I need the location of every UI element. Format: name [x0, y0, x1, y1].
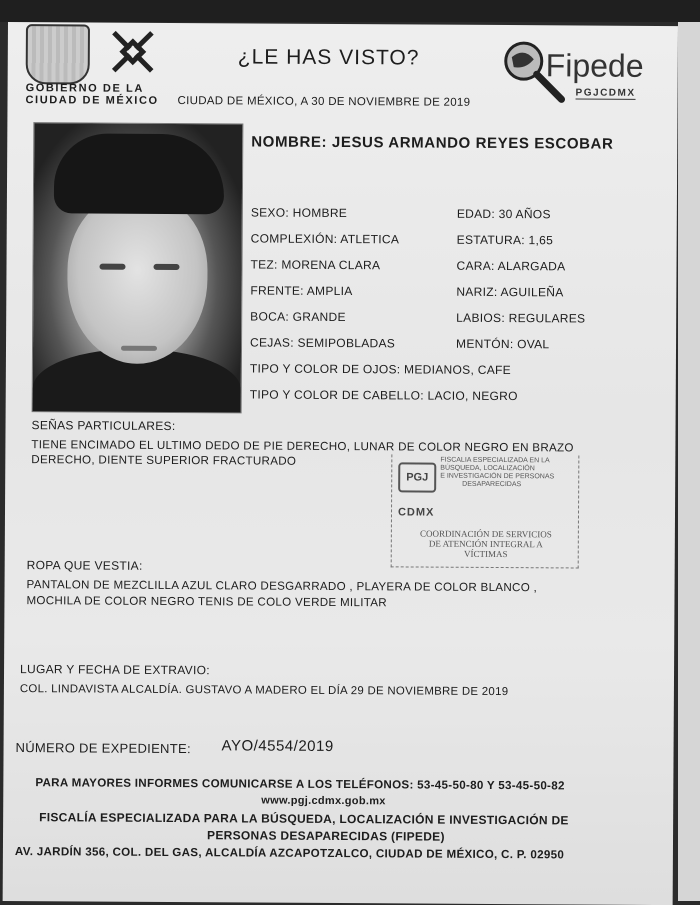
missing-person-flyer: [3, 22, 678, 905]
gov-line-2: CIUDAD DE MÉXICO: [25, 94, 159, 107]
cdmx-coat-of-arms-icon: [26, 24, 90, 84]
footer-web: www.pgj.cdmx.gob.mx: [261, 794, 386, 808]
cdmx-emblem-icon: [108, 27, 158, 77]
field-boca: BOCA: GRANDE: [250, 309, 346, 325]
paper-right-edge: [678, 22, 700, 901]
field-complexion: COMPLEXIÓN: ATLETICA: [250, 231, 400, 247]
ropa-line-2: MOCHILA DE COLOR NEGRO TENIS DE COLO VERDE MILITAR: [26, 594, 388, 610]
fipede-logo: [501, 35, 651, 116]
dateline: CIUDAD DE MÉXICO, A 30 DE NOVIEMBRE DE 2019: [177, 95, 471, 109]
gov-line-1: GOBIERNO DE LA: [25, 82, 144, 95]
stamp-coord-2: DE ATENCIÓN INTEGRAL A: [428, 538, 543, 550]
stamp-line-2: BÚSQUEDA, LOCALIZACIÓN: [440, 464, 535, 473]
field-frente: FRENTE: AMPLIA: [250, 283, 353, 299]
flyer-title: ¿LE HAS VISTO?: [237, 45, 420, 70]
expediente-value: AYO/4554/2019: [221, 737, 334, 756]
lugar-label: LUGAR Y FECHA DE EXTRAVIO:: [20, 662, 210, 678]
field-edad: EDAD: 30 AÑOS: [456, 206, 551, 222]
stamp-line-4: DESAPARECIDAS: [462, 480, 522, 489]
footer-address: AV. JARDÍN 356, COL. DEL GAS, ALCALDÍA AZCAPOTZALCO, CIUDAD DE MÉXICO, C. P. 02950: [14, 845, 565, 862]
fipede-subtext: PGJCDMX: [575, 87, 636, 99]
photo-mouth: [121, 346, 157, 351]
name-label: NOMBRE:: [251, 133, 328, 151]
name-value: JESUS ARMANDO REYES ESCOBAR: [331, 133, 614, 153]
senas-line-2: DERECHO, DIENTE SUPERIOR FRACTURADO: [31, 453, 297, 468]
field-nariz: NARIZ: AGUILEÑA: [456, 284, 564, 300]
field-ojos: TIPO Y COLOR DE OJOS: MEDIANOS, CAFE: [249, 361, 512, 378]
photo-hair: [54, 133, 224, 214]
photo-eye-right: [153, 264, 179, 270]
missing-person-photo: [32, 122, 244, 413]
senas-line-1: TIENE ENCIMADO EL ULTIMO DEDO DE PIE DERECHO, LUNAR DE COLOR NEGRO EN BRAZO: [31, 438, 574, 455]
field-cara: CARA: ALARGADA: [456, 258, 566, 274]
field-sexo: SEXO: HOMBRE: [250, 205, 348, 221]
lugar-value: COL. LINDAVISTA ALCALDÍA. GUSTAVO A MADERO EL DÍA 29 DE NOVIEMBRE DE 2019: [19, 683, 509, 699]
field-estatura: ESTATURA: 1,65: [456, 232, 554, 248]
stamp-line-3: E INVESTIGACIÓN DE PERSONAS: [440, 472, 555, 481]
photo-eye-left: [99, 264, 125, 270]
field-cabello: TIPO Y COLOR DE CABELLO: LACIO, NEGRO: [249, 387, 518, 404]
stamp-line-1: FISCALIA ESPECIALIZADA EN LA: [440, 456, 550, 465]
field-tez: TEZ: MORENA CLARA: [250, 257, 381, 273]
footer-fiscalia-2: PERSONAS DESAPARECIDAS (FIPEDE): [206, 828, 445, 844]
gov-logo-text: [25, 82, 158, 107]
field-labios: LABIOS: REGULARES: [456, 310, 586, 326]
footer-phones: PARA MAYORES INFORMES COMUNICARSE A LOS TELÉFONOS: 53-45-50-80 Y 53-45-50-82: [35, 776, 565, 793]
expediente-label: NÚMERO DE EXPEDIENTE:: [15, 740, 191, 757]
ropa-line-1: PANTALON DE MEZCLILLA AZUL CLARO DESGARRADO , PLAYERA DE COLOR BLANCO ,: [26, 578, 538, 595]
stamp-coord-3: VÍCTIMAS: [463, 548, 508, 560]
photo-face: [67, 193, 208, 364]
fipede-brand: Fipede: [545, 47, 644, 84]
footer-fiscalia-1: FISCALÍA ESPECIALIZADA PARA LA BÚSQUEDA, LOCALIZACIÓN E INVESTIGACIÓN DE: [39, 810, 569, 828]
stamp-coord-1: COORDINACIÓN DE SERVICIOS: [419, 528, 552, 540]
senas-label: SEÑAS PARTICULARES:: [31, 418, 176, 434]
ropa-label: ROPA QUE VESTIA:: [26, 558, 143, 573]
field-menton: MENTÓN: OVAL: [456, 336, 550, 352]
stamp-coordination: [398, 528, 574, 559]
photo-top-band: [0, 0, 700, 22]
field-cejas: CEJAS: SEMIPOBLADAS: [250, 335, 396, 351]
name-row: [251, 133, 613, 152]
pgj-stamp-logo: PGJ: [398, 462, 436, 492]
official-stamp: [391, 454, 580, 568]
stamp-cdmx: CDMX: [397, 506, 435, 519]
